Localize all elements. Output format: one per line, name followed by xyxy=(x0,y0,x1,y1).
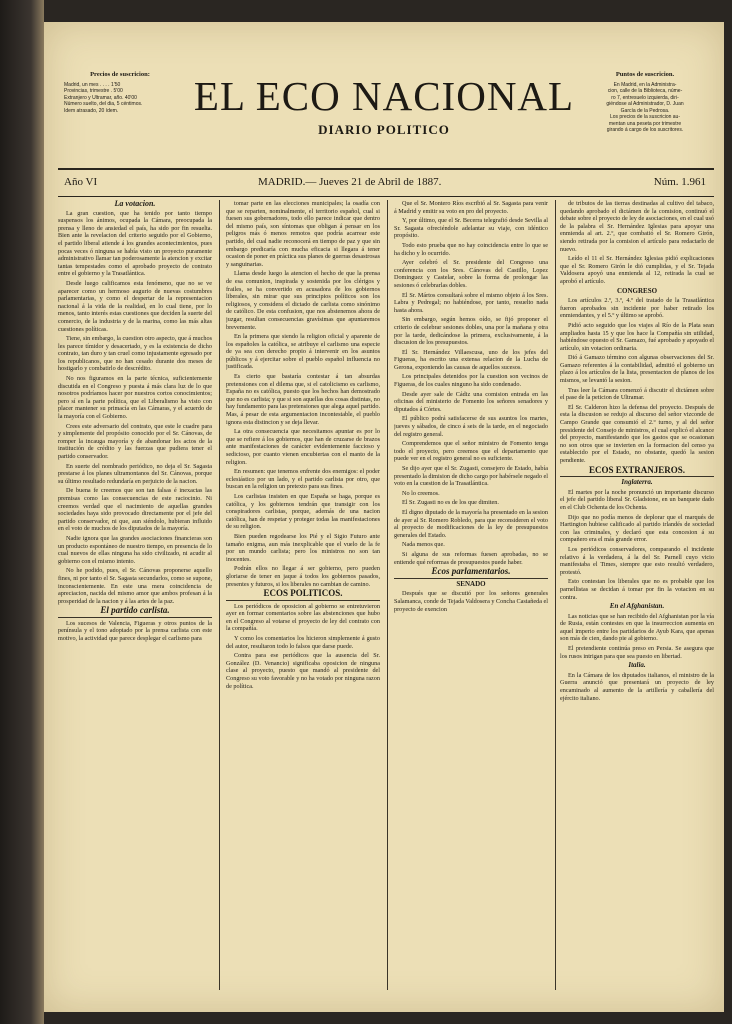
paragraph: La gran cuestion, que ha tenido por tanto tiempo suspensos los ánimos, ocupada la Cámara, preocupada la prensa y lleno de ansiedad el país, ha sido por fin resuelta. Bien ante la revelacion del criterio seguido por el Gobierno, el partido liberal atiende á los grandes acontecimientos, pues pocas veces ó ninguna se había visto un proyecto puramente administrativo llamar tan poderosamente la atencion y excitar tantas tempestades como el aprobado proyecto de contrato entre el gobierno y la Trasatlántica. xyxy=(58,209,212,278)
paragraph: Los carlistas insisten en que España se haga, porque es católica, y los gobiernos tendrán que transigir con los conspiradores carlistas, porque, además de una nacion católica, han de respetar y proteger todas las manifestaciones de su religion. xyxy=(226,492,380,531)
column-rule xyxy=(555,200,556,990)
masthead xyxy=(44,22,724,164)
paragraph: Si alguna de sus reformas fuesen aprobadas, no se entiende qué reformas de presupuestos puede haber. xyxy=(394,550,548,566)
article-heading: El partido carlista. xyxy=(58,607,212,618)
paragraph: Contra para ese periódicos que la ausencia del Sr. González (D. Venancio) significaba oposicion de ninguna clase al proyecto, puesto que mandó al presidente del Congreso su voto favorable y no ha votado por ninguna razon de política. xyxy=(226,652,380,690)
column-2 xyxy=(226,200,380,1000)
newspaper-page xyxy=(44,22,724,1012)
paragraph: Pidió acto seguido que los viajes al Río de la Plata sean ampliados hasta 15 y que los hace la Compañía sin utilidad, habiéndose opuesto el Sr. Gamazo, fué aprobado y apoyado el artículo, sin votacion ordinaria. xyxy=(560,321,714,352)
paragraph: Desde luego calificamos esta fenómeno, que no se ve aparecer como un hermoso augurio de nuevas costumbres parlamentarias, y como el despertar de la representacion nacional á la vida de la realidad, en lo cual tiene, por lo menos, tanto interés estas cuestiones que deciden la suerte del comercio, de la industria y de la marina, como las más altas cuestiones políticas. xyxy=(58,279,212,333)
points-heading: Puntos de suscricion. xyxy=(615,71,675,78)
year-label: Año VI xyxy=(64,176,98,188)
paragraph: Las noticias que se han recibido del Afghanistan por la vía de Rusia, están contestes en que la insurreccion aumenta en aquel imperio entre los partidarios de Ayub Kara, que apenas son más de cien, dando pie al gobierno. xyxy=(560,612,714,643)
paragraph: Bien pueden regodearse los Pié y el Sigio Futuro ante tamaño enigma, aun más inexplicable que el vuelo de la fe por un mundo carlista; pero los ministros no son tan inocentes. xyxy=(226,532,380,563)
paragraph: Nadie ignora que las grandes asociaciones financieras son un producto espontáneo de nuestro tiempo, en presencia de lo cual nuevos de ellas ninguna ha sido civilizado, ni acudir al gobierno con el mismo intento. xyxy=(58,534,212,565)
paragraph: En suerte del nombrado periódico, no deja el Sr. Sagasta prestarse á los planes ultramontanos del Sr. Cánovas, porque su último resultado redundaría en perjuicio de la nacion. xyxy=(58,462,212,485)
paragraph: El Sr. Hernández Villaescusa, uno de los jefes del Figueras, ha escrito una extensa relacion de la Lucha de Gerona, exponiendo las causas de aquellos sucesos. xyxy=(394,348,548,371)
paragraph: En resumen: que tenemos enfrente dos enemigos: el poder eclesiástico por un lado, y el partido carlista por otro, que buscan en la religion un pretexto para sus fines. xyxy=(226,468,380,491)
section-subheading: Inglaterra. xyxy=(621,478,653,487)
points-line: mentan una peseta por trimestre xyxy=(608,120,682,127)
price-line: Número suelto, del dia, 5 céntimos. xyxy=(64,101,143,107)
book-binding xyxy=(0,0,44,1024)
section-heading: ECOS POLITICOS. xyxy=(226,590,380,601)
price-line: Extranjero y Ultramar, año. 40'00 xyxy=(64,94,137,101)
paragraph: Desde ayer sale de Cádiz una comision entrada en las oficinas del ministerio de Fomento los señores senadores y diputados á Córtes. xyxy=(394,390,548,413)
paragraph: Todo esto prueba que no hay coincidencia entre lo que se ha dicho y lo ocurrido. xyxy=(394,241,548,257)
newspaper-subtitle: DIARIO POLITICO xyxy=(318,122,450,137)
column-4 xyxy=(560,200,714,1000)
paragraph: En la Cámara de los diputados italianos, el ministro de la Guerra anunció que presentará un proyecto de ley encaminado al aumento de la artillería y caballería del ejército italiano. xyxy=(560,671,714,702)
paragraph: Es cierto que bastaría contestar á tan absurdas pretensiones con el dilema que, si el catolicismo es carlismo, España no es católica, puesto que los hechos han demostrado que no es carlista; y que si son aquellas dos cosas distintas, no hay fundamento para las pretensiones que alega aquel partido. Mas, á pesar de esta argumentacion incontestable, el pueblo ignora esta distincion y se deja llevar. xyxy=(226,373,380,426)
points-line: ro 7, entresuelo izquierda, diri- xyxy=(611,94,679,101)
column-3 xyxy=(394,200,548,1000)
paragraph: Dió á Gamazo término con algunas observaciones del Sr. Gamazo referentes á la contabilidad, admitió el gobierno un plazo á los artículos de la lista, presentacion de planos de los mismos, se levantó la sesion. xyxy=(560,354,714,385)
price-line: Idem atrasado, 20 ídem. xyxy=(64,107,119,114)
paragraph: Los periódicos de oposicion al gobierno se entretuvieron ayer en formar comentarios sobre las abstenciones que hubo en el Congreso al votarse el proyecto de ley del contrato con la compañía. xyxy=(226,602,380,633)
column-1 xyxy=(58,200,212,1000)
subscription-prices-box xyxy=(64,72,176,114)
paragraph: No lo creemos. xyxy=(402,489,440,497)
price-line: Provincias, trimestre . 5'00 xyxy=(64,88,123,94)
points-line: giéndose al Administrador, D. Juan xyxy=(606,101,684,107)
paragraph: Los artículos 2.º, 3.º, 4.º del tratado de la Trasatlántica fueron aprobados sin incidente por haber retirado los enmiendantes, y el 5.º y último se aprobó. xyxy=(560,297,714,320)
paragraph: Crees este adversario del contrato, que este le cuadre para y simplemente del propósito conocido por el Sr. Cánovas, de romper la incauga mayoría y de abandonar los actos de la institución de crédito y las fuerzas que pudiera tener el partido conservador. xyxy=(58,422,212,460)
paragraph: El Sr. Mártos consultará sobre el mismo objeto á los Sres. Labra y Pedregal; no habiéndose, por tanto, resuelto nada hasta ahora. xyxy=(394,291,548,314)
newspaper-title: EL ECO NACIONAL xyxy=(193,73,575,119)
paragraph: de tributos de las tierras destinadas al cultivo del tabaco, quedando aprobado el dictámen de la comision, continuó el debate sobre el proyecto de ley de asociaciones, en el cual usó de la palabra el Sr. Hernández Iglesias para apoyar una enmienda al art. 2.º, que combatió el Sr. Romero Girón, siendo retirada por la comision el artículo para redactarlo de nuevo. xyxy=(560,200,714,253)
paragraph: Y como los comentarios los hicieron simplemente á gusto del autor, resultaron todo lo falsos que darse puede. xyxy=(226,635,380,650)
paragraph: Esto contestan los liberales que no es probable que los parnellistas se decidan á tomar por fin la votacion en su contra. xyxy=(560,578,714,601)
paragraph: Se dijo ayer que el Sr. Zugasti, consejero de Estado, había presentado la dimision de dicho cargo por habérsele negado el voto en la cuestion de la Trasatlántica. xyxy=(394,465,548,488)
paragraph: Ayer celebró el Sr. presidente del Congreso una conferencia con los Sres. Cánovas del Castillo, Lopez Dominguez y Castelar, sobre la forma de prolongar las sesiones ó celebrarlas dobles. xyxy=(394,259,548,289)
column-rule xyxy=(219,200,220,990)
paragraph: No he podido, pues, el Sr. Cánovas proponerse aquello fines, ni por tanto el Sr. Sagasta secundarlos, como se supone, inconscientemente. En este una mera coincidencia de apreciacion, nacida del mismo amor que ambos profesan á la prosperidad de la nacion y á las artes de la paz. xyxy=(58,567,212,605)
paragraph: El digno diputado de la mayoría ha presentado en la sesion de ayer al Sr. Romero Robledo, para que reconsideren el voto al proyecto de modificaciones de la ley de presupuestos generales del Estado. xyxy=(394,508,548,539)
paragraph: El Sr. Zugasti no es de los que dimiten. xyxy=(402,499,499,507)
paragraph: Después que se discutió por los señores generales Salamanca, conde de Tejada Valdosera y Concha Castañeda el proyecto de exencion xyxy=(394,590,548,613)
column-rule xyxy=(387,200,388,990)
paragraph: Los sucesos de Valencia, Figueras y otros puntos de la península y el tono adoptado por la prensa carlista con este motivo, la actividad que parece desplegar el carlismo para xyxy=(58,619,212,643)
paragraph: Dijo que no podía menos de deplorar que el marqués de Hartington hubiese calificado al partido irlandés de sociedad con las criminales, y declaró que esta concesion á su compañero era el más grande error. xyxy=(560,513,714,544)
section-heading: ECOS EXTRANJEROS. xyxy=(560,467,714,478)
paragraph: Podrán ellos no llegar á ser gobierno, pero pueden gloriarse de tener en jaque á todos los gobiernos pasados, presentes y futuros, si los liberales no cambian de camino. xyxy=(226,565,380,588)
paragraph: El público podrá satisfacerse de sus asuntos los martes, jueves y sábados, de cinco á seis de la tarde, en el negociado del registro general. xyxy=(394,415,548,438)
points-line: girando á cargo de los suscritores. xyxy=(606,127,684,133)
date-label: MADRID.— Jueves 21 de Abril de 1887. xyxy=(258,176,442,188)
dateline xyxy=(58,168,714,197)
section-subheading: En el Afghanistan. xyxy=(609,602,665,611)
points-line: García de la Pedrosa. xyxy=(620,107,670,114)
prices-heading: Precios de suscricion: xyxy=(90,71,150,78)
paragraph: La otra consecuencia que necesitamos apuntar es por lo que se refiere á los gobiernos, que han de cruzarse de brazos ante manifestaciones de carácter evidentemente faccioso y sedicioso, por cuanto vienen encubiertas con el manto de la religion. xyxy=(226,428,380,466)
section-subheading: Italia. xyxy=(628,661,646,670)
paragraph: Llama desde luego la atencion el hecho de que la prensa de esa comunion, inspirada y sostenida por los clérigos y frailes, se ha convertido en acusadora de los gobiernos liberales, sin mirar que sus principios políticos son los religiosos, y considera el dictado de carlista como sinónimo de católico. De esta confusion, que nos abstenemos ahora de juzgar, resultan consecuencias gravísimas que apuntaremos brevemente. xyxy=(226,270,380,331)
paragraph: Nada menos que. xyxy=(402,541,445,549)
issue-number: Núm. 1.961 xyxy=(653,176,706,188)
price-line: Madrid, un mes . . . . 1'50 xyxy=(64,81,121,88)
section-heading: Ecos parlamentarios. xyxy=(394,568,548,579)
columns xyxy=(58,200,714,1000)
paragraph: Leído el 11 el Sr. Hernández Iglesias pidió explicaciones que el Sr. Romero Girón le dió cumplidas, y el Sr. Tejada Valdosera apoyó una enmienda al 12, retirada la cual se aprobó el artículo. xyxy=(560,255,714,285)
subscription-points-box xyxy=(590,72,700,134)
paragraph: De buena fe creemos que son tan falsas é inexactas las premisas como las consecuencias de este raciocinio. Ni creemos verdad que el nacimiento de aquellas grandes sociedades haya sido provocado directamente por el jefe del partido conservador, ni que, aun siéndolo, hubieran influido en el voto de muchos de los diputados de la mayoría. xyxy=(58,487,212,533)
paragraph: Que el Sr. Montero Ríos escribió al Sr. Sagasta para venir á Madrid y emitir su voto en pro del proyecto. xyxy=(394,200,548,215)
paragraph: Tras leer la Cámara comenzó á discutir el dictámen sobre el pase de la peticion de Ultramar. xyxy=(560,386,714,402)
points-line: Los precios de la suscricion au- xyxy=(609,114,681,120)
paragraph: Y, por último, que el Sr. Becerra telegrafió desde Sevilla al Sr. Sagasta ofreciéndole adelantar su viaje, con idéntico propósito. xyxy=(394,217,548,240)
section-subheading: SENADO xyxy=(456,579,486,588)
paragraph: No nos figuramos en la parte técnica, suficientemente discutida en el Congreso y puesta á más clara luz de lo que nosotros podríamos hacer por nuestros cortos conocimientos; pero sí en la parte política, que el Liberalismo ha visto con placer mantener su primacía en las Cámaras, y el acuerdo de la mayoría con el Gobierno. xyxy=(58,375,212,421)
paragraph: El pretendiente continúa preso en Persia. Se asegura que los rusos intrigan para que sea puesto en libertad. xyxy=(560,645,714,660)
paragraph: En la primera que siendo la religion oficial y aparente de los españoles la católica, se atribuye el carlismo una especie de ya sea con derecho propio á intervenir en los asuntos públicos y á ejercitar sobre el pueblo español influencia no justificada. xyxy=(226,333,380,371)
paragraph: Comprendemos que el señor ministro de Fomento tenga todo el proyecto, pero creemos que el departamento que puede ver en el registro general no es suficiente. xyxy=(394,440,548,463)
paragraph: Los principales detenidos por la cuestion son vecinos de Figueras, de los cuales ninguno ha sido condenado. xyxy=(394,373,548,389)
article-heading: La votacion. xyxy=(114,200,156,208)
points-line: En Madrid, en la Administra- xyxy=(613,81,677,88)
paragraph: Sin embargo, según hemos oído, se fijó proponer el criterio de celebrar sesiones dobles, una por la mañana y otra por la tarde, dedicándose la primera, exclusivamente, á la discusion de los presupuestos. xyxy=(394,316,548,347)
paragraph: tomar parte en las elecciones municipales; la osadía con que se reparten, nominalmente, el territorio español, cual si fuesen sus gobernadores, todo ello parece indicar que dentro del mismo país, son síntomas que obligan á pensar en los peligros más ó menos remotos que podría acarrear este partido, del cual nadie reconocerá en tiempo de paz y que sin embargo predicaría con mucha eficacia si llegara á tener ocasion de poner en práctica sus planes de guerras desastrosas y sanguinarias. xyxy=(226,200,380,268)
paragraph: El martes por la noche pronunció un importante discurso el jefe del partido liberal Sr. Gladstone, en un banquete dado en el Club Ochenta de los Ochenta. xyxy=(560,488,714,511)
paragraph: Los periódicos conservadores, comparando el incidente relativo á la verdadera, á la del Sr. Parnell cuyo vicio manifestaba el Times, siempre que esto resultó verdadero, protestó. xyxy=(560,545,714,576)
paragraph: Tiene, sin embargo, la cuestion otro aspecto, que á muchos les parece tímidor y desacertado, y es la existencia de dicho contrato, tan duro y tan cruel como injustamente egresado por los republicanos, que no han cesado durante dos meses de hostigarlo y combatirlo de descrédito. xyxy=(58,335,212,373)
points-line: cion, calle de la Biblioteca, núme- xyxy=(607,88,683,94)
paragraph: El Sr. Calderon hizo la defensa del proyecto. Después de esta la discusion se redujo al discurso del señor vizconde de Campo Grande que consumió el 2.º turno, y al del señor presidente del Consejo de ministros, el cual explicó el alcance del proyecto, manifestando que los gastos que se ocasionan no son otros que se invierten en la formacion del censo ya establecido por el Estado, no obstante, quedó la sesion pendiente. xyxy=(560,403,714,464)
section-subheading: CONGRESO xyxy=(616,286,658,295)
